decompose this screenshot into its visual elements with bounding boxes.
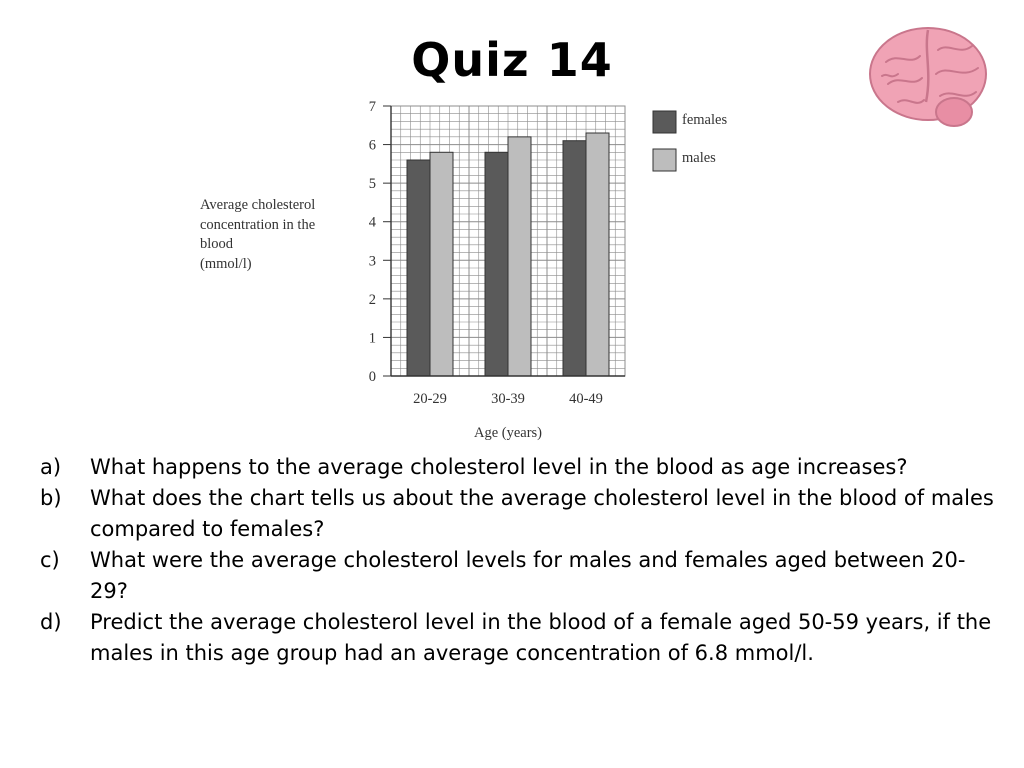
bar-males-40-49 — [586, 133, 609, 376]
y-tick-label: 0 — [368, 369, 376, 385]
question-text: What were the average cholesterol levels for males and females aged between 20-29? — [90, 548, 966, 603]
question-list — [40, 452, 1000, 669]
y-axis-label-line: blood — [200, 236, 234, 252]
legend-swatch-females — [653, 111, 676, 133]
y-axis-label-line: Average cholesterol — [200, 197, 316, 213]
question-text: What happens to the average cholesterol level in the blood as age increases? — [90, 455, 908, 479]
y-axis-label-line: (mmol/l) — [200, 255, 252, 272]
legend-label: males — [682, 150, 716, 166]
bar-females-30-39 — [485, 152, 508, 376]
bar-males-20-29 — [430, 152, 453, 376]
question-label: c) — [40, 548, 60, 572]
chart-bars — [407, 133, 609, 376]
y-tick-label: 6 — [368, 137, 376, 154]
slide-title: Quiz 14 — [411, 33, 613, 87]
question-text: Predict the average cholesterol level in the blood of a female aged 50-59 years, if the males in this age group had an average concentration of 6.8 mmol/l. — [90, 610, 992, 665]
bar-males-30-39 — [508, 137, 531, 376]
chart-legend — [653, 111, 727, 171]
question-item — [40, 452, 1000, 483]
x-tick-label: 40-49 — [569, 391, 603, 407]
question-label: d) — [40, 610, 62, 634]
question-item — [40, 483, 1000, 545]
x-tick-label: 20-29 — [413, 391, 447, 407]
y-tick-label: 7 — [368, 99, 376, 115]
bar-females-40-49 — [563, 141, 586, 376]
question-label: a) — [40, 455, 62, 479]
question-label: b) — [40, 486, 62, 510]
y-tick-label: 1 — [368, 330, 376, 347]
question-item — [40, 607, 1000, 669]
y-tick-label: 4 — [368, 214, 376, 231]
y-tick-label: 3 — [368, 253, 376, 270]
y-tick-label: 2 — [368, 291, 376, 308]
x-axis-label: Age (years) — [473, 425, 543, 441]
question-item — [40, 545, 1000, 607]
y-axis-label — [200, 196, 360, 274]
question-text: What does the chart tells us about the average cholesterol level in the blood of males compared to females? — [90, 486, 994, 541]
y-tick-label: 5 — [368, 176, 376, 193]
y-axis-label-line: concentration in the — [200, 216, 316, 233]
bar-females-20-29 — [407, 160, 430, 376]
legend-label: females — [682, 112, 728, 128]
legend-swatch-males — [653, 149, 676, 171]
x-tick-label: 30-39 — [491, 391, 525, 407]
